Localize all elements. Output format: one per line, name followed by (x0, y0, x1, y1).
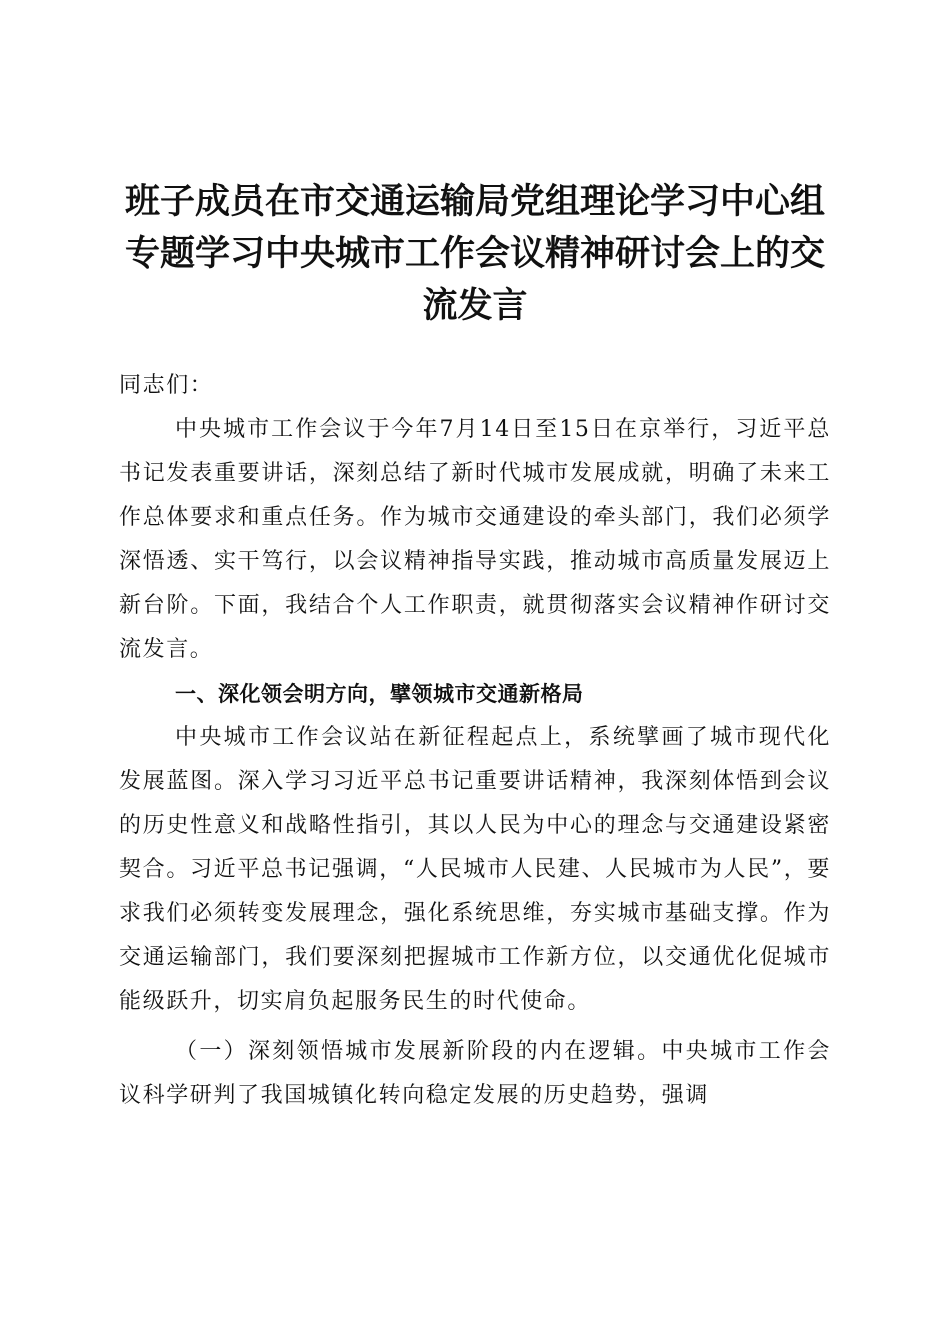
section-heading-1: 一、深化领会明方向，擘领城市交通新格局 (175, 682, 584, 706)
paragraph-subsection-1: （一）深刻领悟城市发展新阶段的内在逻辑。中央城市工作会议科学研判了我国城镇化转向稳定发展的历史趋势，强调 (119, 1039, 831, 1108)
document-body (119, 364, 831, 1118)
paragraph-section-1: 中央城市工作会议站在新征程起点上，系统擘画了城市现代化发展蓝图。深入学习习近平总书记重要讲话精神，我深刻体悟到会议的历史性意义和战略性指引，其以人民为中心的理念与交通建设紧密契合。习近平总书记强调，“人民城市人民建、人民城市为人民”，要求我们必须转变发展理念，强化系统思维，夯实城市基础支撑。作为交通运输部门，我们要深刻把握城市工作新方位，以交通优化促城市能级跃升，切实肩负起服务民生的时代使命。 (119, 725, 831, 1014)
paragraph-intro: 中央城市工作会议于今年7月14日至15日在京举行，习近平总书记发表重要讲话，深刻总结了新时代城市发展成就，明确了未来工作总体要求和重点任务。作为城市交通建设的牵头部门，我们必须学深悟透、实干笃行，以会议精神指导实践，推动城市高质量发展迈上新台阶。下面，我结合个人工作职责，就贯彻落实会议精神作研讨交流发言。 (119, 417, 831, 662)
document-title: 班子成员在市交通运输局党组理论学习中心组专题学习中央城市工作会议精神研讨会上的交流发言 (124, 181, 825, 326)
salutation: 同志们： (119, 373, 214, 398)
